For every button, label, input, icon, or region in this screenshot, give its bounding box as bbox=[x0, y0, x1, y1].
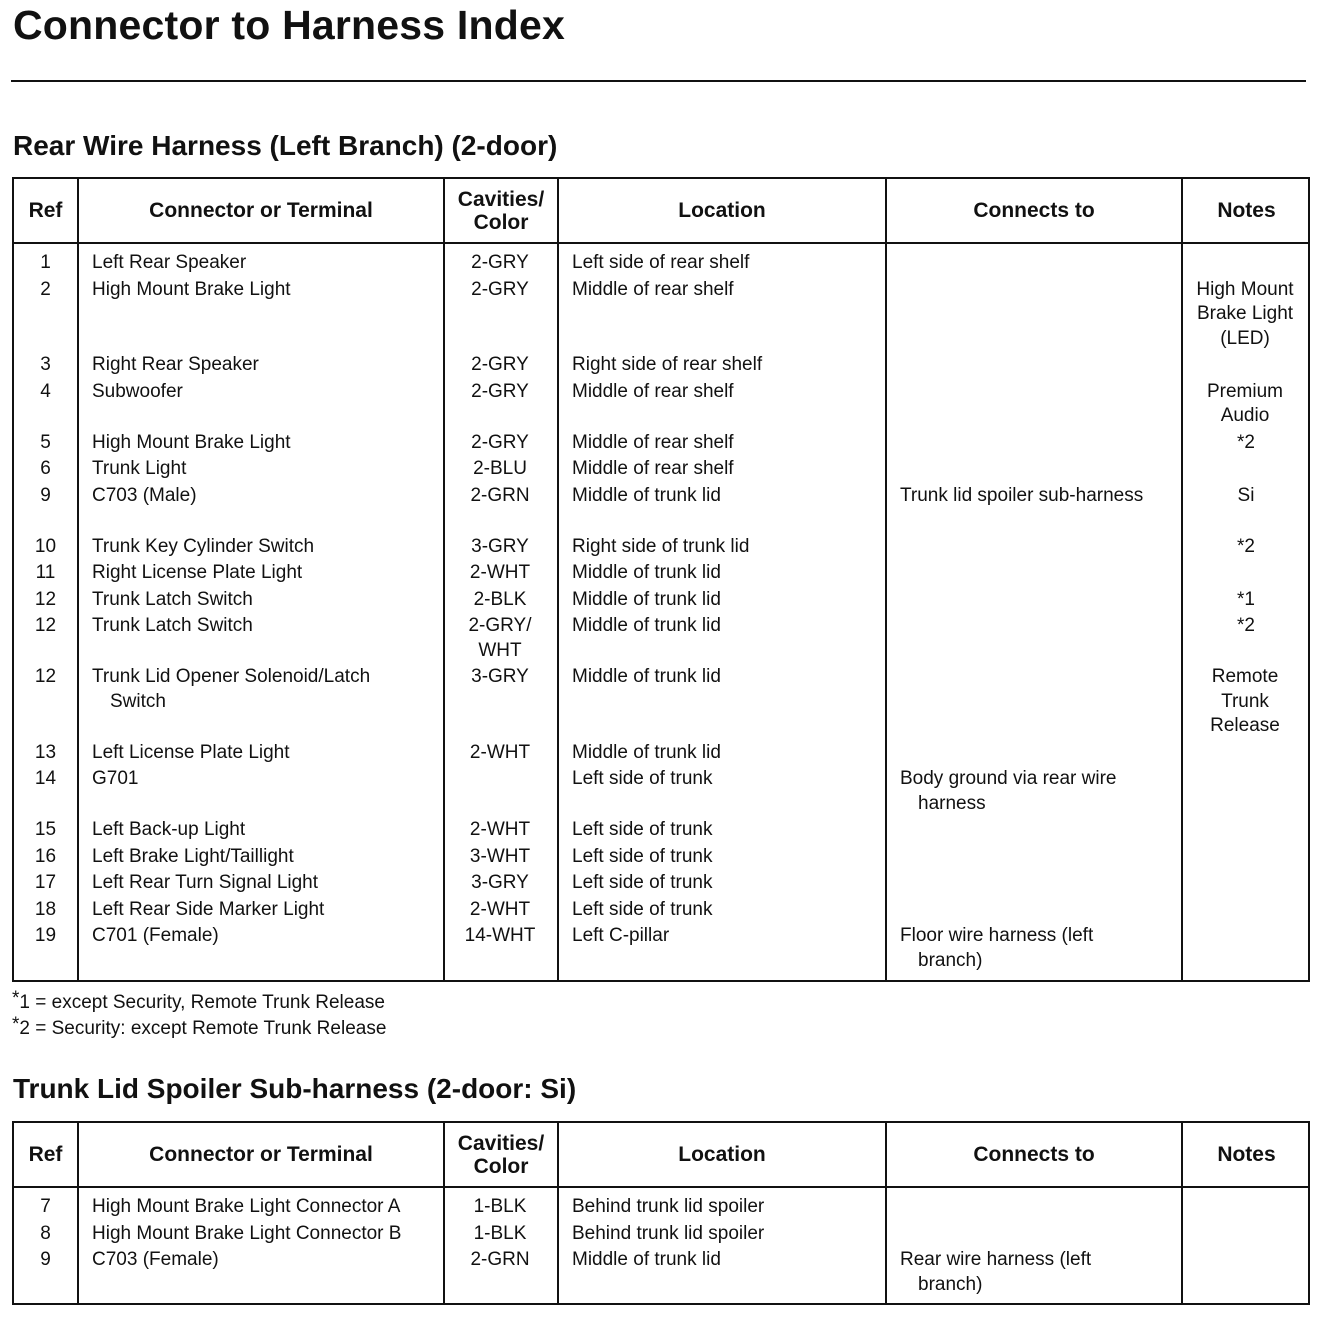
cell-ref: 17 bbox=[34, 872, 57, 893]
header-ref: Ref bbox=[28, 1143, 63, 1166]
table-row bbox=[14, 484, 1308, 535]
cell-notes: *2 bbox=[1237, 535, 1255, 557]
cell-cavities: 2-GRN bbox=[470, 1249, 530, 1270]
header-divider bbox=[14, 242, 1308, 244]
table-row bbox=[14, 353, 1308, 380]
cell-cavities: 2-GRY bbox=[471, 431, 529, 453]
cell-connects-to: Rear wire harness (left branch) bbox=[900, 1249, 1092, 1295]
footnote-1-text: 1 = except Security, Remote Trunk Release bbox=[19, 992, 385, 1013]
cell-connector: C703 (Male) bbox=[92, 484, 197, 506]
header-cavities bbox=[445, 179, 557, 242]
cell-ref: 13 bbox=[34, 741, 57, 763]
cell-ref: 9 bbox=[40, 1249, 51, 1270]
cell-cavities: 2-GRY bbox=[471, 278, 529, 300]
cell-connector: Trunk Key Cylinder Switch bbox=[92, 535, 315, 557]
section-title-trunk-lid-spoiler: Trunk Lid Spoiler Sub-harness (2-door: Si) bbox=[13, 1073, 577, 1104]
cell-notes: High Mount Brake Light (LED) bbox=[1196, 278, 1294, 349]
cell-cavities: 2-GRY/ WHT bbox=[468, 615, 532, 661]
cell-connector: High Mount Brake Light bbox=[92, 431, 291, 453]
cell-ref: 14 bbox=[34, 768, 57, 789]
cell-cavities: 2-WHT bbox=[469, 562, 531, 583]
table-row bbox=[14, 431, 1308, 458]
footnote-star: * bbox=[12, 1014, 20, 1035]
header-location: Location bbox=[678, 199, 766, 222]
table-row bbox=[14, 251, 1308, 278]
cell-notes: *2 bbox=[1237, 431, 1255, 453]
cell-notes: *1 bbox=[1237, 588, 1255, 610]
section-title-rear-wire-harness: Rear Wire Harness (Left Branch) (2-door) bbox=[13, 130, 558, 161]
cell-connector: Left Rear Speaker bbox=[92, 252, 247, 273]
cell-cavities: 2-WHT bbox=[469, 898, 531, 920]
cell-ref: 12 bbox=[34, 666, 57, 687]
cell-location: Behind trunk lid spoiler bbox=[572, 1222, 765, 1244]
cell-location: Middle of trunk lid bbox=[572, 588, 721, 610]
table-row bbox=[14, 278, 1308, 354]
header-cavities-line2: Color bbox=[473, 210, 529, 234]
header-connects-to: Connects to bbox=[973, 199, 1095, 222]
cell-cavities: 2-GRY bbox=[471, 354, 529, 375]
cell-location: Left side of trunk bbox=[572, 898, 713, 920]
cell-location: Middle of trunk lid bbox=[572, 1249, 721, 1270]
cell-cavities: 2-WHT bbox=[469, 819, 531, 840]
cell-cavities: 3-GRY bbox=[471, 666, 529, 687]
cell-notes: Remote Trunk Release bbox=[1210, 666, 1280, 736]
cell-connector: Trunk Latch Switch bbox=[92, 588, 253, 610]
table-row bbox=[14, 871, 1308, 898]
cell-connector: Trunk Lid Opener Solenoid/Latch Switch bbox=[92, 666, 371, 712]
cell-location: Middle of trunk lid bbox=[572, 666, 721, 687]
table-row bbox=[14, 898, 1308, 925]
table-row bbox=[14, 561, 1308, 588]
table-row bbox=[14, 767, 1308, 818]
cell-notes: Premium Audio bbox=[1206, 380, 1283, 426]
cell-location: Left side of trunk bbox=[572, 845, 713, 867]
cell-ref: 5 bbox=[40, 431, 51, 453]
cell-location: Middle of trunk lid bbox=[572, 615, 721, 636]
cell-location: Left side of trunk bbox=[572, 872, 713, 893]
table-row bbox=[14, 741, 1308, 768]
cell-cavities: 1-BLK bbox=[473, 1222, 527, 1244]
cell-connector: Left Rear Turn Signal Light bbox=[92, 872, 319, 893]
cell-cavities: 3-GRY bbox=[471, 872, 529, 893]
cell-connector: High Mount Brake Light Connector A bbox=[92, 1196, 401, 1217]
cell-notes: Si bbox=[1237, 484, 1255, 506]
header-divider bbox=[14, 1186, 1308, 1188]
cell-connector: G701 bbox=[92, 768, 139, 789]
cell-ref: 12 bbox=[34, 615, 57, 636]
cell-ref: 15 bbox=[34, 819, 57, 840]
cell-cavities: 2-BLU bbox=[473, 458, 527, 479]
header-notes: Notes bbox=[1217, 1143, 1276, 1166]
cell-ref: 18 bbox=[34, 898, 57, 920]
table-body bbox=[14, 251, 1308, 975]
header-location: Location bbox=[678, 1143, 766, 1166]
cell-connector: Right License Plate Light bbox=[92, 562, 303, 583]
cell-cavities: 2-GRY bbox=[471, 380, 529, 402]
cell-cavities: 3-WHT bbox=[469, 845, 531, 867]
cell-connector: Left Rear Side Marker Light bbox=[92, 898, 325, 920]
footnotes bbox=[12, 990, 386, 1042]
cell-cavities: 2-GRN bbox=[470, 484, 530, 506]
cell-cavities: 14-WHT bbox=[464, 925, 536, 946]
cell-location: Left C-pillar bbox=[572, 925, 670, 946]
cell-ref: 8 bbox=[40, 1222, 51, 1244]
footnote-2 bbox=[12, 1016, 386, 1042]
cell-cavities: 3-GRY bbox=[471, 535, 529, 557]
cell-ref: 9 bbox=[40, 484, 51, 506]
header-connector: Connector or Terminal bbox=[149, 1143, 373, 1166]
footnote-1 bbox=[12, 990, 386, 1016]
cell-ref: 10 bbox=[34, 535, 57, 557]
cell-cavities: 2-WHT bbox=[469, 741, 531, 763]
cell-connects-to: Body ground via rear wire harness bbox=[900, 768, 1117, 814]
header-cavities-line1: Cavities/ bbox=[457, 1131, 545, 1155]
cell-connector: High Mount Brake Light bbox=[92, 278, 291, 300]
title-divider bbox=[11, 80, 1306, 82]
cell-connector: Left Back-up Light bbox=[92, 819, 246, 840]
header-notes: Notes bbox=[1217, 199, 1276, 222]
table-row bbox=[14, 380, 1308, 431]
cell-connector: High Mount Brake Light Connector B bbox=[92, 1222, 402, 1244]
cell-connector: Left License Plate Light bbox=[92, 741, 290, 763]
cell-location: Right side of rear shelf bbox=[572, 354, 763, 375]
table-row bbox=[14, 924, 1308, 975]
cell-location: Left side of trunk bbox=[572, 768, 713, 789]
cell-location: Right side of trunk lid bbox=[572, 535, 750, 557]
cell-connector: C701 (Female) bbox=[92, 925, 219, 946]
cell-location: Left side of trunk bbox=[572, 819, 713, 840]
table-row bbox=[14, 818, 1308, 845]
header-connector: Connector or Terminal bbox=[149, 199, 373, 222]
table-row bbox=[14, 535, 1308, 562]
cell-ref: 7 bbox=[40, 1196, 51, 1217]
cell-ref: 1 bbox=[40, 252, 51, 273]
cell-ref: 2 bbox=[40, 278, 51, 300]
cell-location: Left side of rear shelf bbox=[572, 252, 750, 273]
cell-location: Middle of trunk lid bbox=[572, 741, 721, 763]
cell-connects-to: Floor wire harness (left branch) bbox=[900, 925, 1094, 971]
trunk-lid-spoiler-table bbox=[12, 1121, 1310, 1305]
cell-connector: Left Brake Light/Taillight bbox=[92, 845, 294, 867]
cell-ref: 11 bbox=[35, 562, 56, 583]
cell-connector: C703 (Female) bbox=[92, 1249, 219, 1270]
table-row bbox=[14, 614, 1308, 665]
cell-connects-to: Trunk lid spoiler sub-harness bbox=[900, 484, 1144, 506]
cell-ref: 6 bbox=[40, 458, 51, 479]
cell-cavities: 2-BLK bbox=[473, 588, 527, 610]
cell-ref: 3 bbox=[40, 354, 51, 375]
cell-location: Middle of rear shelf bbox=[572, 431, 734, 453]
cell-notes: *2 bbox=[1237, 615, 1255, 636]
header-cavities-line2: Color bbox=[473, 1154, 529, 1178]
cell-location: Middle of rear shelf bbox=[572, 380, 734, 402]
table-row bbox=[14, 1222, 1308, 1249]
table-body bbox=[14, 1195, 1308, 1299]
header-connects-to: Connects to bbox=[973, 1143, 1095, 1166]
cell-connector: Subwoofer bbox=[92, 380, 183, 402]
cell-location: Middle of rear shelf bbox=[572, 278, 734, 300]
page-title: Connector to Harness Index bbox=[13, 2, 565, 48]
header-cavities-line1: Cavities/ bbox=[457, 187, 545, 211]
table-row bbox=[14, 1195, 1308, 1222]
cell-location: Middle of trunk lid bbox=[572, 484, 721, 506]
cell-ref: 19 bbox=[34, 925, 57, 946]
cell-location: Middle of trunk lid bbox=[572, 562, 721, 583]
cell-ref: 12 bbox=[34, 588, 57, 610]
table-row bbox=[14, 588, 1308, 615]
cell-connector: Right Rear Speaker bbox=[92, 354, 259, 375]
cell-connector: Trunk Latch Switch bbox=[92, 615, 253, 636]
cell-location: Behind trunk lid spoiler bbox=[572, 1196, 765, 1217]
header-cavities bbox=[445, 1123, 557, 1186]
footnote-star: * bbox=[12, 988, 20, 1009]
table-row bbox=[14, 845, 1308, 872]
cell-ref: 16 bbox=[34, 845, 57, 867]
cell-cavities: 2-GRY bbox=[471, 252, 529, 273]
cell-cavities: 1-BLK bbox=[473, 1196, 527, 1217]
header-ref: Ref bbox=[28, 199, 63, 222]
table-row bbox=[14, 1248, 1308, 1299]
footnote-2-text: 2 = Security: except Remote Trunk Release bbox=[19, 1018, 387, 1039]
table-row bbox=[14, 457, 1308, 484]
cell-location: Middle of rear shelf bbox=[572, 458, 734, 479]
table-row bbox=[14, 665, 1308, 741]
rear-wire-harness-table bbox=[12, 177, 1310, 982]
cell-connector: Trunk Light bbox=[92, 458, 187, 479]
cell-ref: 4 bbox=[40, 380, 51, 402]
